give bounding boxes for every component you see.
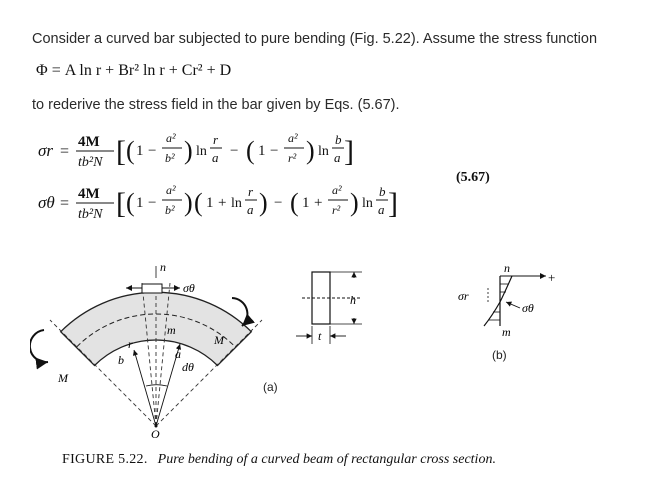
svg-text:−: − (230, 143, 239, 159)
coefficient-numerator: 4M (78, 134, 100, 150)
cross-section-figure (292, 264, 372, 364)
moment-arrow-left (30, 330, 48, 362)
label-O: O (151, 427, 160, 438)
svg-text:r: r (213, 132, 219, 147)
sigma-r-symbol: σr (38, 141, 53, 160)
curved-bar-figure (30, 258, 280, 438)
svg-text:1: 1 (302, 195, 310, 211)
svg-text:[: [ (116, 135, 126, 168)
svg-text:): ) (184, 136, 193, 165)
svg-text:(: ( (194, 188, 203, 217)
svg-text:−: − (148, 143, 157, 159)
caption-label: FIGURE 5.22. (62, 452, 148, 467)
label-sigma-theta: σθ (183, 281, 195, 295)
svg-text:r: r (248, 184, 254, 199)
svg-text:a: a (378, 202, 385, 217)
subfigure-label-a: (a) (263, 380, 278, 394)
svg-text:tb²N: tb²N (78, 207, 103, 222)
label-plus: + (548, 270, 556, 285)
svg-text:a²: a² (288, 131, 298, 145)
svg-text:ln: ln (196, 144, 207, 159)
label-r: r (128, 337, 133, 351)
label-M-left: M (58, 371, 68, 385)
subfigure-label-b: (b) (492, 348, 507, 362)
svg-text:): ) (259, 188, 268, 217)
label-t: t (318, 329, 322, 343)
coefficient-denominator: tb²N (78, 155, 103, 170)
label-d-theta: dθ (182, 360, 194, 374)
caption-text: Pure bending of a curved beam of rectangular cross section. (157, 452, 496, 467)
svg-text:]: ] (344, 135, 354, 168)
sigma-theta-symbol: σθ (38, 193, 55, 212)
svg-text:=: = (60, 195, 70, 212)
label-sigma-r-b: σr (458, 289, 469, 303)
svg-text:−: − (270, 143, 279, 159)
label-n: n (160, 260, 166, 274)
svg-text:a: a (247, 202, 254, 217)
svg-text:4M: 4M (78, 186, 100, 202)
problem-intro: Consider a curved bar subjected to pure bending (Fig. 5.22). Assume the stress function (32, 31, 598, 47)
svg-text:]: ] (388, 187, 398, 220)
svg-text:(: ( (126, 188, 135, 217)
svg-text:): ) (350, 188, 359, 217)
svg-text:r²: r² (288, 151, 297, 165)
svg-text:ln: ln (231, 196, 242, 211)
problem-outro: to rederive the stress field in the bar given by Eqs. (5.67). (32, 97, 400, 113)
svg-text:): ) (306, 136, 315, 165)
svg-text:−: − (148, 195, 157, 211)
label-n-b: n (504, 262, 510, 275)
svg-text:=: = (60, 143, 70, 160)
svg-text:+: + (218, 195, 227, 211)
svg-text:1: 1 (258, 143, 266, 159)
svg-text:): ) (184, 188, 193, 217)
label-b: b (118, 353, 124, 367)
equations-5-67 (32, 124, 452, 224)
stress-distribution-figure (448, 262, 558, 352)
label-a: a (175, 347, 181, 361)
svg-text:r²: r² (332, 203, 341, 217)
svg-text:(: ( (126, 136, 135, 165)
figure-caption (62, 452, 496, 468)
label-m-b: m (502, 325, 511, 339)
equation-number: (5.67) (456, 170, 490, 185)
svg-text:(: ( (290, 188, 299, 217)
svg-text:1: 1 (136, 195, 144, 211)
svg-text:(: ( (246, 136, 255, 165)
svg-text:ln: ln (318, 144, 329, 159)
svg-text:b: b (379, 184, 386, 199)
stress-element (142, 284, 162, 293)
svg-text:[: [ (116, 187, 126, 220)
label-M-right: M (214, 333, 224, 347)
svg-text:1: 1 (136, 143, 144, 159)
svg-text:a: a (334, 150, 341, 165)
svg-text:a: a (212, 150, 219, 165)
stress-function: Φ = A ln r + Br² ln r + Cr² + D (36, 62, 232, 79)
svg-text:+: + (314, 195, 323, 211)
svg-text:−: − (274, 195, 283, 211)
label-m: m (167, 323, 176, 337)
svg-text:ln: ln (362, 196, 373, 211)
svg-text:a²: a² (332, 183, 342, 197)
svg-text:1: 1 (206, 195, 214, 211)
svg-text:a²: a² (166, 183, 176, 197)
svg-text:a²: a² (166, 131, 176, 145)
svg-text:b²: b² (165, 203, 175, 217)
svg-text:b²: b² (165, 151, 175, 165)
svg-text:b: b (335, 132, 342, 147)
label-sigma-theta-b: σθ (522, 301, 534, 315)
label-h: h (350, 293, 356, 307)
